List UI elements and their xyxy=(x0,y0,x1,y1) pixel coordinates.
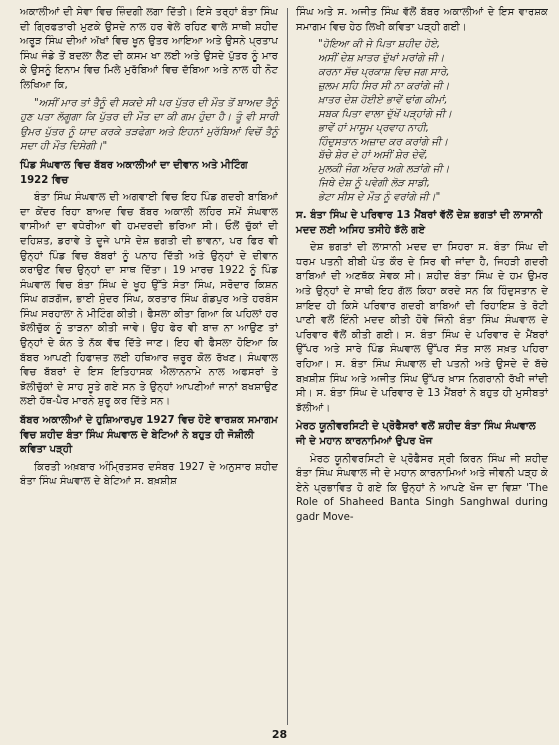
poem-line: ਭੇਟਾ ਸੀਸ ਦੇ ਮੌਤ ਨੂੰ ਵਰਾਂਗੇ ਜੀ।" xyxy=(318,192,441,204)
poem xyxy=(296,38,548,205)
left-column xyxy=(20,6,278,493)
poem-line: ਹਿੰਦੁਸਤਾਨ ਅਜ਼ਾਦ ਕਰ ਕਰਾਂਗੇ ਜੀ। xyxy=(318,136,448,148)
page-number: 28 xyxy=(271,728,288,741)
poem-line: ਮੁਲਕੀ ਜੰਗ ਅੰਦਰ ਅਗੇ ਲੜਾਂਗੇ ਜੀ। xyxy=(318,164,450,176)
poem-line: ਜ਼ੁਲਮ ਸਹਿ ਸਿਰ ਸੀ ਨਾ ਕਰਾਂਗੇ ਜੀ। xyxy=(318,80,450,92)
section-heading: ਮੇਰਠ ਯੂਨੀਵਰਸਿਟੀ ਦੇ ਪ੍ਰੋਫੈਸਰਾਂ ਵਲੋਂ ਸ਼ਹੀਦ ਬੰਤਾ ਸਿੰਘ ਸੰਘਵਾਲ ਜੀ ਦੇ ਮਹਾਨ ਕਾਰਨਾਮਿਆਂ ਉਪਰ ਖੋਜ xyxy=(296,421,536,447)
poem-line: ਭਾਵੇਂ ਹਾਂ ਮਾਸੂਮ ਪ੍ਰਵਾਹ ਨਾਹੀ, xyxy=(318,122,430,134)
quotation: "ਅਸੀਂ ਮਾਰ ਤਾਂ ਤੈਨੂੰ ਵੀ ਸਕਦੇ ਸੀ ਪਰ ਪੁੱਤਰ ਦੀ ਮੌਤ ਤੋਂ ਬਾਅਦ ਤੈਨੂੰ ਹੁਣ ਪਤਾ ਲੱਗੂਗਾ ਕਿ ਪੁੱਤਰ ਦੀ ਮੌਤ ਦਾ ਕੀ ਗਮ ਹੁੰਦਾ ਹੈ। ਤੂੰ ਵੀ ਸਾਰੀ ਉਮਰ ਪੁੱਤਰ ਨੂੰ ਯਾਦ ਕਰਕੇ ਤੜਫੇਗਾ ਅਤੇ ਇਹਨਾਂ ਮੁਰੱਬਿਆਂ ਵਿਚੋਂ ਤੈਨੂੰ ਸਦਾ ਹੀ ਮੌਤ ਦਿਸੇਗੀ।" xyxy=(20,97,278,153)
poem-line: ਜਿਥੇ ਦੇਸ਼ ਨੂੰ ਪਵੇਗੀ ਲੋੜ ਸਾਡੀ, xyxy=(318,178,431,190)
section-heading: ਸ. ਬੰਤਾ ਸਿੰਘ ਦੇ ਪਰਿਵਾਰ 13 ਮੈਂਬਰਾਂ ਵੱਲੋਂ ਦੇਸ਼ ਭਗਤਾਂ ਦੀ ਲਾਸਾਨੀ ਮਦਦ ਲਈ ਅਸਿਹ ਤਸੀਹੇ ਝੱਲੇ ਗਏ xyxy=(296,210,543,236)
section-heading: ਬੱਬਰ ਅਕਾਲੀਆਂ ਦੇ ਹੁਸ਼ਿਆਰਪੁਰ 1927 ਵਿਚ ਹੋਏ ਵਾਰਸ਼ਕ ਸਮਾਗਮ ਵਿਚ ਸ਼ਹੀਦ ਬੰਤਾ ਸਿੰਘ ਸੰਘਵਾਲ ਦੇ ਬੇਟਿਆਂ ਨੇ ਬਹੁਤ ਹੀ ਜੋਸ਼ੀਲੀ ਕਵਿਤਾ ਪੜ੍ਹੀ xyxy=(20,415,278,456)
poem-line: ਕਰਨਾ ਸੱਚ ਪ੍ਰਕਾਸ਼ ਵਿਚ ਜਗ ਸਾਰੇ, xyxy=(318,67,450,78)
poem-line: ਬੱਚੇ ਸ਼ੇਰ ਦੇ ਹਾਂ ਅਸੀਂ ਸ਼ੇਰ ਦੇਵੇਂ, xyxy=(318,150,428,162)
poem-line: "ਹੋਇਆ ਕੀ ਜੇ ਪਿਤਾ ਸ਼ਹੀਦ ਹੋਏ, xyxy=(318,39,441,51)
poem-line: ਅਸੀਂ ਦੇਸ਼ ਖ਼ਾਤਰ ਦੁੱਖਾਂ ਮਰਾਂਗੇ ਜੀ। xyxy=(318,53,445,65)
right-column xyxy=(296,6,548,529)
paragraph: ਸਿੰਘ ਅਤੇ ਸ. ਅਜੀਤ ਸਿੰਘ ਵੱਲੋਂ ਬੱਬਰ ਅਕਾਲੀਆਂ ਦੇ ਇਸ ਵਾਰਸ਼ਕ ਸਮਾਗਮ ਵਿਚ ਹੇਠ ਲਿਖੀ ਕਵਿਤਾ ਪੜ੍ਹੀ ਗਈ। xyxy=(296,7,548,33)
poem-line: ਸਬਕ ਪਿਤਾ ਵਾਲਾ ਦੁੱਖੋਂ ਪੜ੍ਹਾਂਗੇ ਜੀ। xyxy=(318,108,452,120)
paragraph: ਬੰਤਾ ਸਿੰਘ ਸੰਘਵਾਲ ਦੀ ਅਗਵਾਈ ਵਿਚ ਇਹ ਪਿੰਡ ਗਦਰੀ ਬਾਬਿਆਂ ਦਾ ਕੇਂਦਰ ਰਿਹਾ ਬਾਅਦ ਵਿਚ ਬੱਬਰ ਅਕਾਲੀ ਲਹਿਰ ਸਮੇਂ ਸੰਘਵਾਲ ਵਾਸੀਆਂ ਦਾ ਵਧੇਰੀਆ ਵੀ ਹਮਦਰਦੀ ਭਰਿਆ ਸੀ। ਓਲੋਂ ਚੁੱਕਾਂ ਦੀ ਦਹਿਸ਼ਤ, ਡਰਾਵੇ ਤੇ ਦੂਜੇ ਪਾਸੇ ਦੇਸ਼ ਭਗਤੀ ਦੀ ਭਾਵਨਾ, ਪਰ ਫਿਰ ਵੀ ਉਨ੍ਹਾਂ ਪਿੰਡ ਵਿਚ ਬੱਬਰਾਂ ਨੂੰ ਪਨਾਹ ਦਿੱਤੀ ਅਤੇ ਉਨ੍ਹਾਂ ਦੇ ਦੀਵਾਨ ਕਰਾਉਣ ਵਿਚ ਉਨ੍ਹਾਂ ਦਾ ਸਾਥ ਦਿੱਤਾ। 19 ਮਾਰਚ 1922 ਨੂੰ ਪਿੰਡ ਸੰਘਵਾਲ ਵਿਚ ਬੰਤਾ ਸਿੰਘ ਦੇ ਖੂਹ ਉੱਤੇ ਸੰਤਾ ਸਿੰਘ, ਸਰੋਦਾਰ ਕਿਸ਼ਨ ਸਿੰਘ ਗੜਗੱਜ, ਭਾਈ ਸੁੰਦਰ ਸਿੰਘ, ਕਰਤਾਰ ਸਿੰਘ ਗੰਡਪੁਰ ਅਤੇ ਹਰਬੰਸ ਸਿੰਘ ਸਰਹਾਲਾ ਨੇ ਮੀਟਿੰਗ ਕੀਤੀ। ਫੈਸਲਾ ਕੀਤਾ ਗਿਆ ਕਿ ਪਹਿਲਾਂ ਹਰ ਝੋਲੀਚੁੱਕ ਨੂੰ ਤਾੜਨਾ ਕੀਤੀ ਜਾਵੇ। ਉਹ ਫੇਰ ਵੀ ਬਾਜ਼ ਨਾ ਆਉਣ ਤਾਂ ਉਨ੍ਹਾਂ ਦੇ ਕੰਨ ਤੇ ਨੱਕ ਵੱਢ ਦਿੱਤੇ ਜਾਣ। ਇਹ ਵੀ ਫੈਸਲਾ ਹੋਇਆ ਕਿ ਬੱਬਰ ਆਪਣੀ ਹਿਫਾਜ਼ਤ ਲਈ ਹਥਿਆਰ ਜ਼ਰੂਰ ਕੋਲ ਰੱਖਣ। ਸੰਘਵਾਲ ਵਿਚ ਬੱਬਰਾਂ ਦੇ ਇਸ ਇਤਿਹਾਸਕ ਐਲਾਨਨਾਮੇ ਨਾਲ ਅਫਸਰਾਂ ਤੇ ਝੋਲੀਚੁੱਕਾਂ ਦੇ ਸਾਹ ਸੂਤੇ ਗਏ ਸਨ ਤੇ ਉਨ੍ਹਾਂ ਆਪਣੀਆਂ ਜਾਨਾਂ ਬਖਸ਼ਾਉਣ ਲਈ ਹੱਥ-ਪੈਰ ਮਾਰਨੇ ਸ਼ੁਰੂ ਕਰ ਦਿੱਤੇ ਸਨ। xyxy=(20,192,278,408)
paragraph: ਮੇਰਠ ਯੂਨੀਵਰਸਿਟੀ ਦੇ ਪ੍ਰੋਫੈਸਰ ਸ੍ਰੀ ਕਿਰਨ ਸਿੰਘ ਜੀ ਸ਼ਹੀਦ ਬੰਤਾ ਸਿੰਘ ਸੰਘਵਾਲ ਜੀ ਦੇ ਮਹਾਨ ਕਾਰਨਾਮਿਆਂ ਅਤੇ ਜੀਵਨੀ ਪੜ੍ਹ ਕੇ ਏਨੇ ਪ੍ਰਭਾਵਿਤ ਹੋ ਗਏ ਕਿ ਉਨ੍ਹਾਂ ਨੇ ਆਪਣੇ ਖੋਜ ਦਾ ਵਿਸ਼ਾ 'The Role of Shaheed Banta Singh Sanghwal during gadr Move- xyxy=(296,453,548,523)
paragraph: ਕਿਰਤੀ ਅਖ਼ਬਾਰ ਅੰਮ੍ਰਿਤਸਰ ਦਸੰਬਰ 1927 ਦੇ ਅਨੁਸਾਰ ਸ਼ਹੀਦ ਬੰਤਾ ਸਿੰਘ ਸੰਘਵਾਲ ਦੇ ਬੇਟਿਆਂ ਸ. ਬਖ਼ਸ਼ੀਸ਼ xyxy=(20,461,278,488)
poem-line: ਖ਼ਾਤਰ ਦੇਸ਼ ਹੋਈਏ ਭਾਵੇਂ ਢਾਂਗ ਕੀਮਾਂ, xyxy=(318,94,448,106)
section-heading: ਪਿੰਡ ਸੰਘਵਾਲ ਵਿਚ ਬੱਬਰ ਅਕਾਲੀਆਂ ਦਾ ਦੀਵਾਨ ਅਤੇ ਮੀਟਿੰਗ 1922 ਵਿਚ xyxy=(20,159,248,186)
paragraph: ਦੇਸ਼ ਭਗਤਾਂ ਦੀ ਲਾਸਾਨੀ ਮਦਦ ਦਾ ਸਿਹਰਾ ਸ. ਬੰਤਾ ਸਿੰਘ ਦੀ ਧਰਮ ਪਤਨੀ ਬੀਬੀ ਪੰਤ ਕੌਰ ਦੇ ਸਿਰ ਵੀ ਜਾਂਦਾ ਹੈ, ਜਿਹੜੀ ਗਦਰੀ ਬਾਬਿਆਂ ਦੀ ਅਣਥੱਕ ਸੇਵਕ ਸੀ। ਸ਼ਹੀਦ ਬੰਤਾ ਸਿੰਘ ਦੇ ਹਮ ਉਮਰ ਅਤੇ ਉਨ੍ਹਾਂ ਦੇ ਸਾਥੀ ਇਹ ਗੱਲ ਕਿਹਾ ਕਰਦੇ ਸਨ ਕਿ ਹਿੰਦੁਸਤਾਨ ਦੇ ਸ਼ਾਇਦ ਹੀ ਕਿਸੇ ਪਰਿਵਾਰ ਗਦਰੀ ਬਾਬਿਆਂ ਦੀ ਰਿਹਾਇਸ਼ ਤੇ ਰੋਟੀ ਪਾਣੀ ਵਲੋਂ ਇੰਨੀ ਮਦਦ ਕੀਤੀ ਹੋਵੇ ਜਿੰਨੀ ਬੰਤਾ ਸਿੰਘ ਸੰਘਵਾਲ ਦੇ ਪਰਿਵਾਰ ਵੱਲੋਂ ਕੀਤੀ ਗਈ। ਸ. ਬੰਤਾ ਸਿੰਘ ਦੇ ਪਰਿਵਾਰ ਦੇ ਮੈਂਬਰਾਂ ਉੱਪਰ ਅਤੇ ਸਾਰੇ ਪਿੰਡ ਸੰਘਵਾਲ ਉੱਪਰ ਸੱਤ ਸਾਲ ਸਖ਼ਤ ਪਹਿਰਾ ਰਹਿਆ। ਸ. ਬੰਤਾ ਸਿੰਘ ਸੰਘਵਾਲ ਦੀ ਪਤਨੀ ਅਤੇ ਉਸਦੇ ਦੋ ਬੱਚੇ ਬਖ਼ਸ਼ੀਸ਼ ਸਿੰਘ ਅਤੇ ਅਜੀਤ ਸਿੰਘ ਉੱਪਰ ਖ਼ਾਸ ਨਿਗਰਾਨੀ ਰੱਖੀ ਜਾਂਦੀ ਸੀ। ਸ. ਬੰਤਾ ਸਿੰਘ ਦੇ ਪਰਿਵਾਰ ਦੇ 13 ਮੈਂਬਰਾਂ ਨੇ ਬਹੁਤ ਹੀ ਮੁਸੀਬਤਾਂ ਝੱਲੀਆਂ। xyxy=(296,242,548,414)
paragraph: ਅਕਾਲੀਆਂ ਦੀ ਸੇਵਾ ਵਿਚ ਜ਼ਿੰਦਗੀ ਲਗਾ ਦਿੱਤੀ। ਇਸੇ ਤਰ੍ਹਾਂ ਬੰਤਾ ਸਿੰਘ ਦੀ ਗ੍ਰਿਫਤਾਰੀ ਮੁਣਕੇ ਉਸਦੇ ਨਾਲ ਹਰ ਵੇਲੇ ਰਹਿਣ ਵਾਲੇ ਸਾਥੀ ਸ਼ਹੀਦ ਅਰੂੜ ਸਿੰਘ ਦੀਆਂ ਅੱਖਾਂ ਵਿਚ ਖੂਨ ਉਤਰ ਆਇਆ ਅਤੇ ਉਸਨੇ ਪ੍ਰਤਾਪ ਸਿੰਘ ਜੰਡੇ ਤੋਂ ਬਦਲਾ ਲੈਣ ਦੀ ਕਸਮ ਖਾ ਲਈ ਅਤੇ ਉਸਦੇ ਪੁੱਤਰ ਨੂੰ ਮਾਰ ਕੇ ਉਸਨੂੰ ਇਨਾਮ ਵਿਚ ਮਿਲੇ ਮੁਰੱਬਿਆਂ ਵਿਚ ਦੱਬਿਆ ਅਤੇ ਨਾਲ ਹੀ ਨੋਟ ਲਿਖਿਆ ਕਿ, xyxy=(20,7,278,91)
column-divider xyxy=(287,8,288,725)
